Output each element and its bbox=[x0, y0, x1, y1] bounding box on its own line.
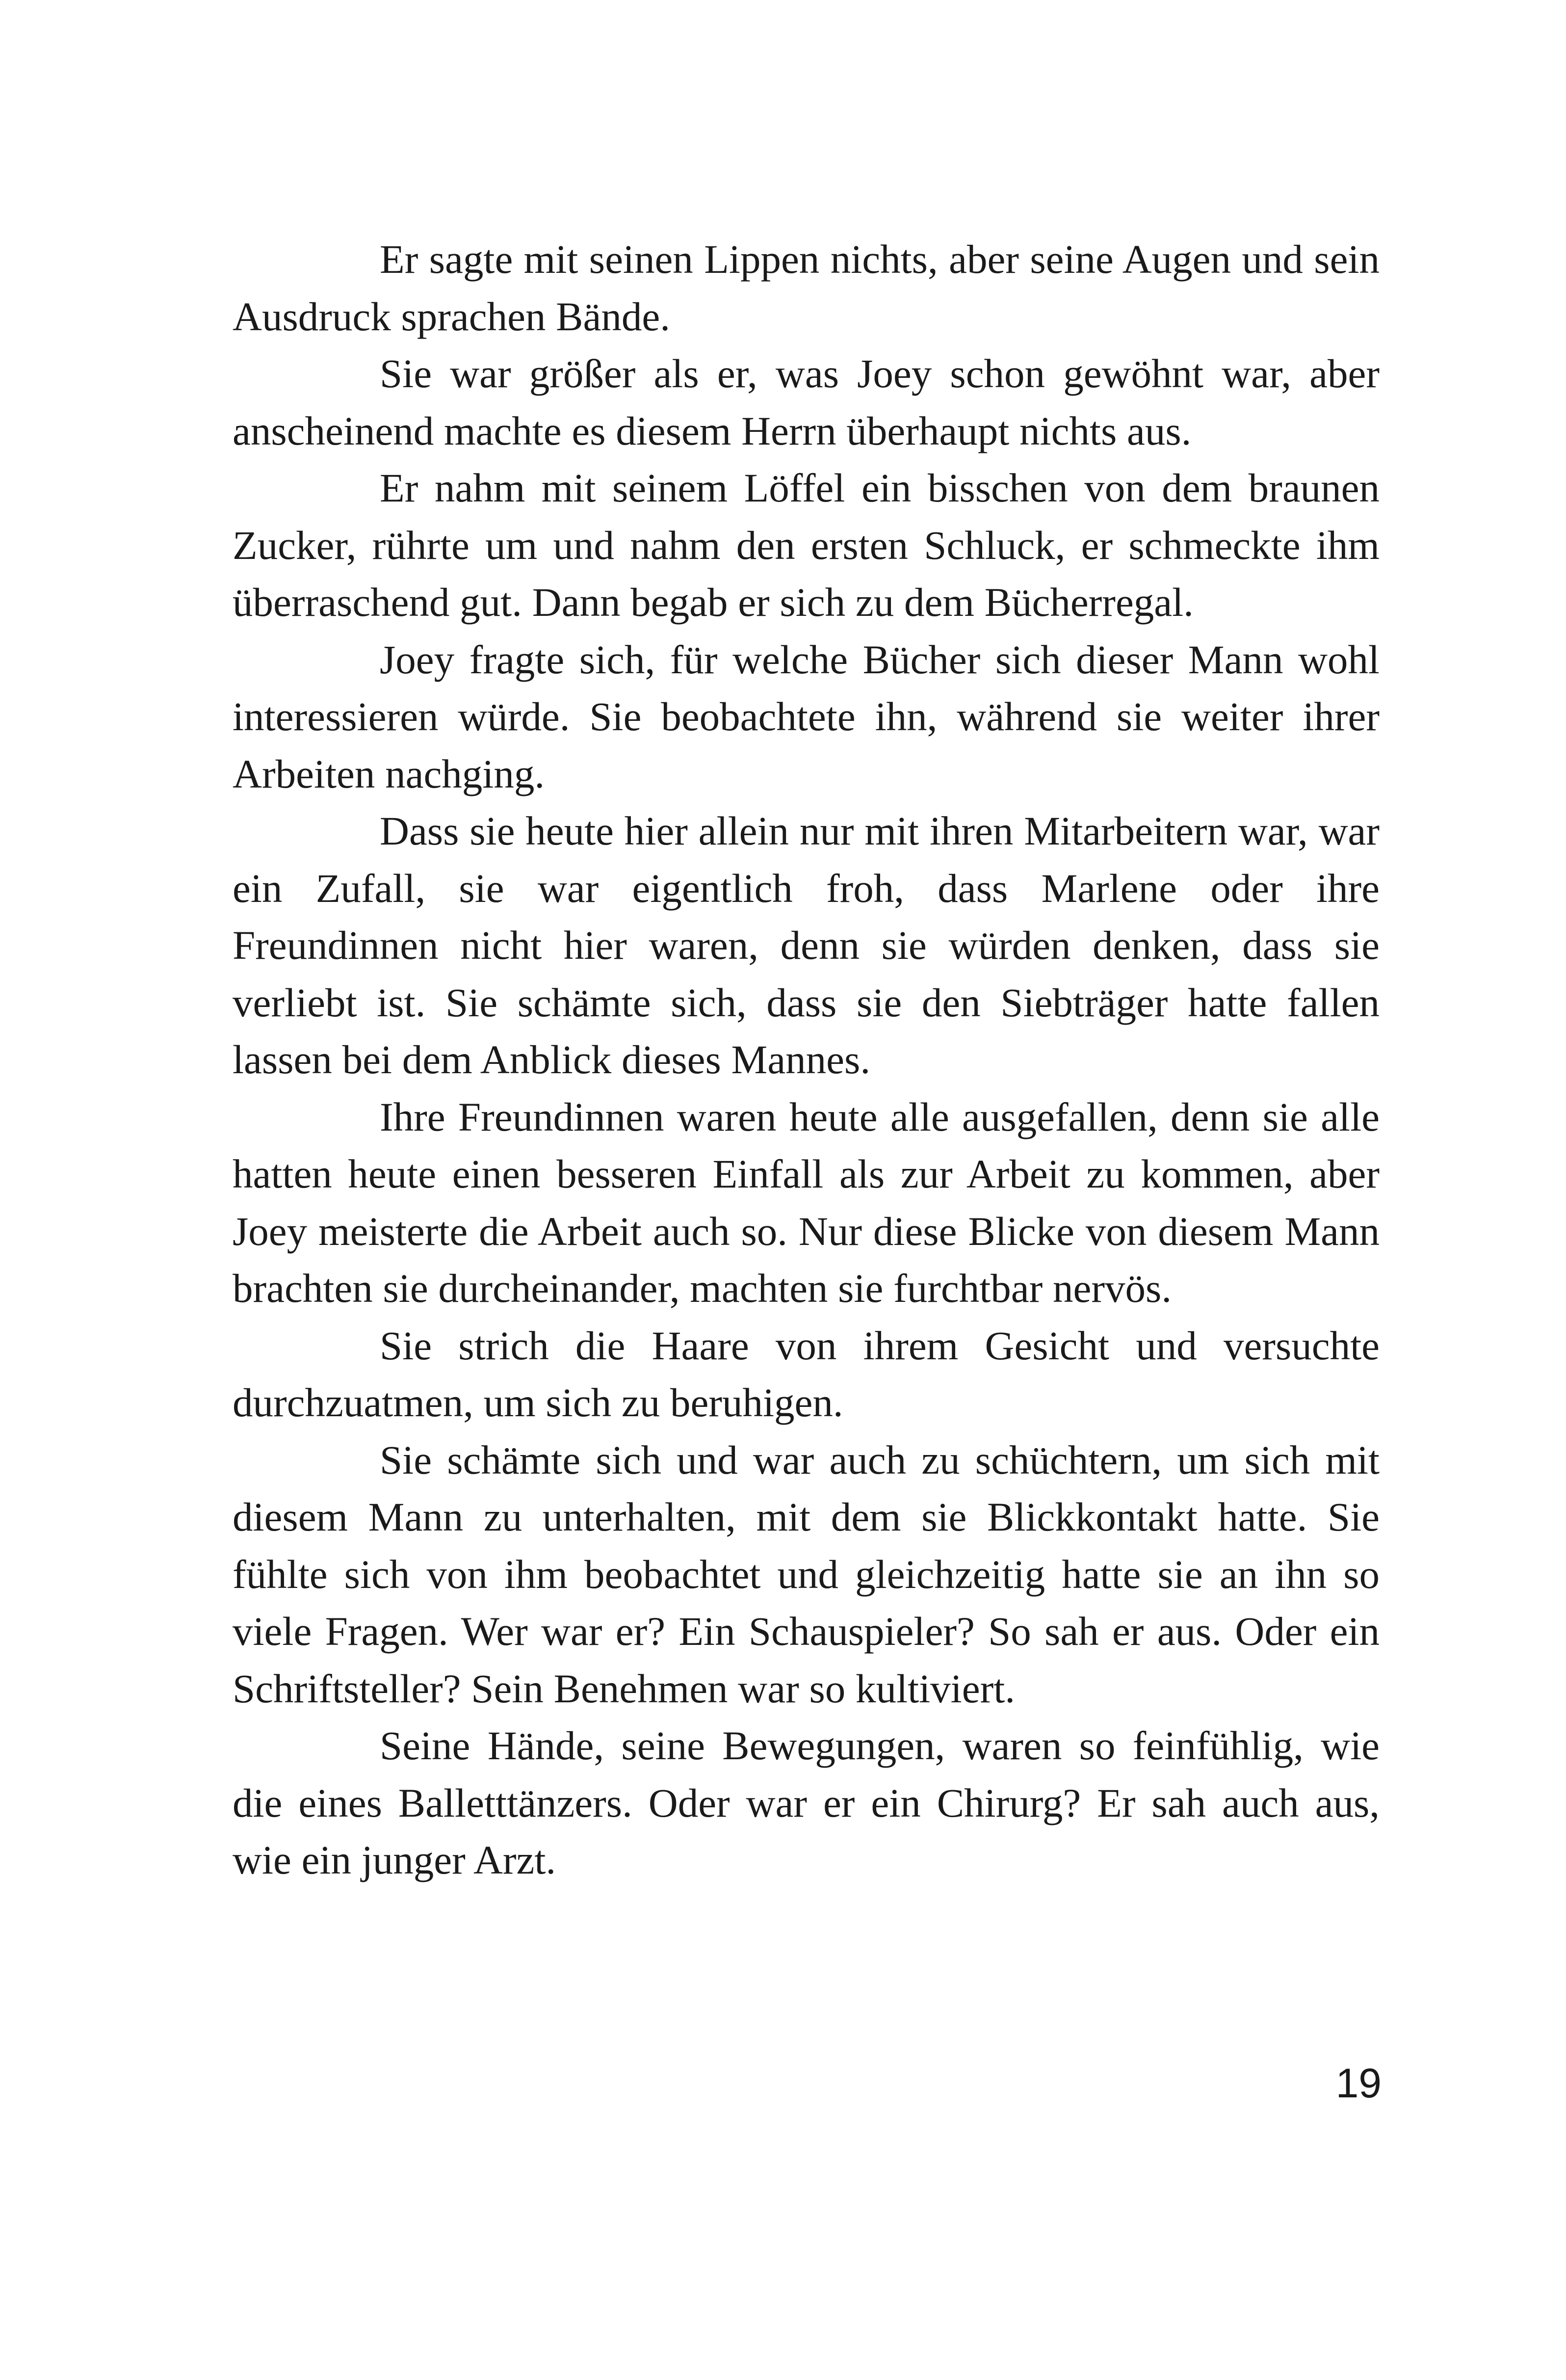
paragraph: Sie war größer als er, was Joey schon gewöhnt war, aber anscheinend machte es diesem Herrn überhaupt nichts aus. bbox=[233, 351, 1380, 453]
paragraph: Dass sie heute hier allein nur mit ihren Mitarbeitern war, war ein Zufall, sie war eigentlich froh, dass Marlene oder ihre Freundinnen nicht hier waren, denn sie würden denken, dass sie verliebt ist. Sie schämte sich, dass sie den Siebträger hatte fallen lassen bei dem Anblick dieses Mannes. bbox=[233, 808, 1380, 1082]
body-text bbox=[233, 231, 1380, 1889]
paragraph: Seine Hände, seine Bewegungen, waren so feinfühlig, wie die eines Balletttänzers. Oder war er ein Chirurg? Er sah auch aus, wie ein junger Arzt. bbox=[233, 1723, 1380, 1882]
paragraph: Er sagte mit seinen Lippen nichts, aber seine Augen und sein Ausdruck sprachen Bände. bbox=[233, 237, 1380, 339]
page-number: 19 bbox=[1335, 2060, 1382, 2106]
paragraph: Er nahm mit seinem Löffel ein bisschen von dem braunen Zucker, rührte um und nahm den ersten Schluck, er schmeckte ihm überraschend gut. Dann begab er sich zu dem Bücherregal. bbox=[233, 465, 1380, 625]
paragraph: Ihre Freundinnen waren heute alle ausgefallen, denn sie alle hatten heute einen besseren Einfall als zur Arbeit zu kommen, aber Joey meisterte die Arbeit auch so. Nur diese Blicke von diesem Mann brachten sie durcheinander, machten sie furchtbar nervös. bbox=[233, 1094, 1380, 1311]
paragraph: Joey fragte sich, für welche Bücher sich dieser Mann wohl interessieren würde. Sie beobachtete ihn, während sie weiter ihrer Arbeiten nachging. bbox=[233, 636, 1380, 796]
paragraph: Sie schämte sich und war auch zu schüchtern, um sich mit diesem Mann zu unterhalten, mit dem sie Blickkontakt hatte. Sie fühlte sich von ihm beobachtet und gleichzeitig hatte sie an ihn so viele Fragen. Wer war er? Ein Schauspieler? So sah er aus. Oder ein Schriftsteller? Sein Benehmen war so kultiviert. bbox=[233, 1437, 1380, 1711]
paragraph: Sie strich die Haare von ihrem Gesicht und versuchte durchzuatmen, um sich zu beruhigen. bbox=[233, 1322, 1380, 1425]
